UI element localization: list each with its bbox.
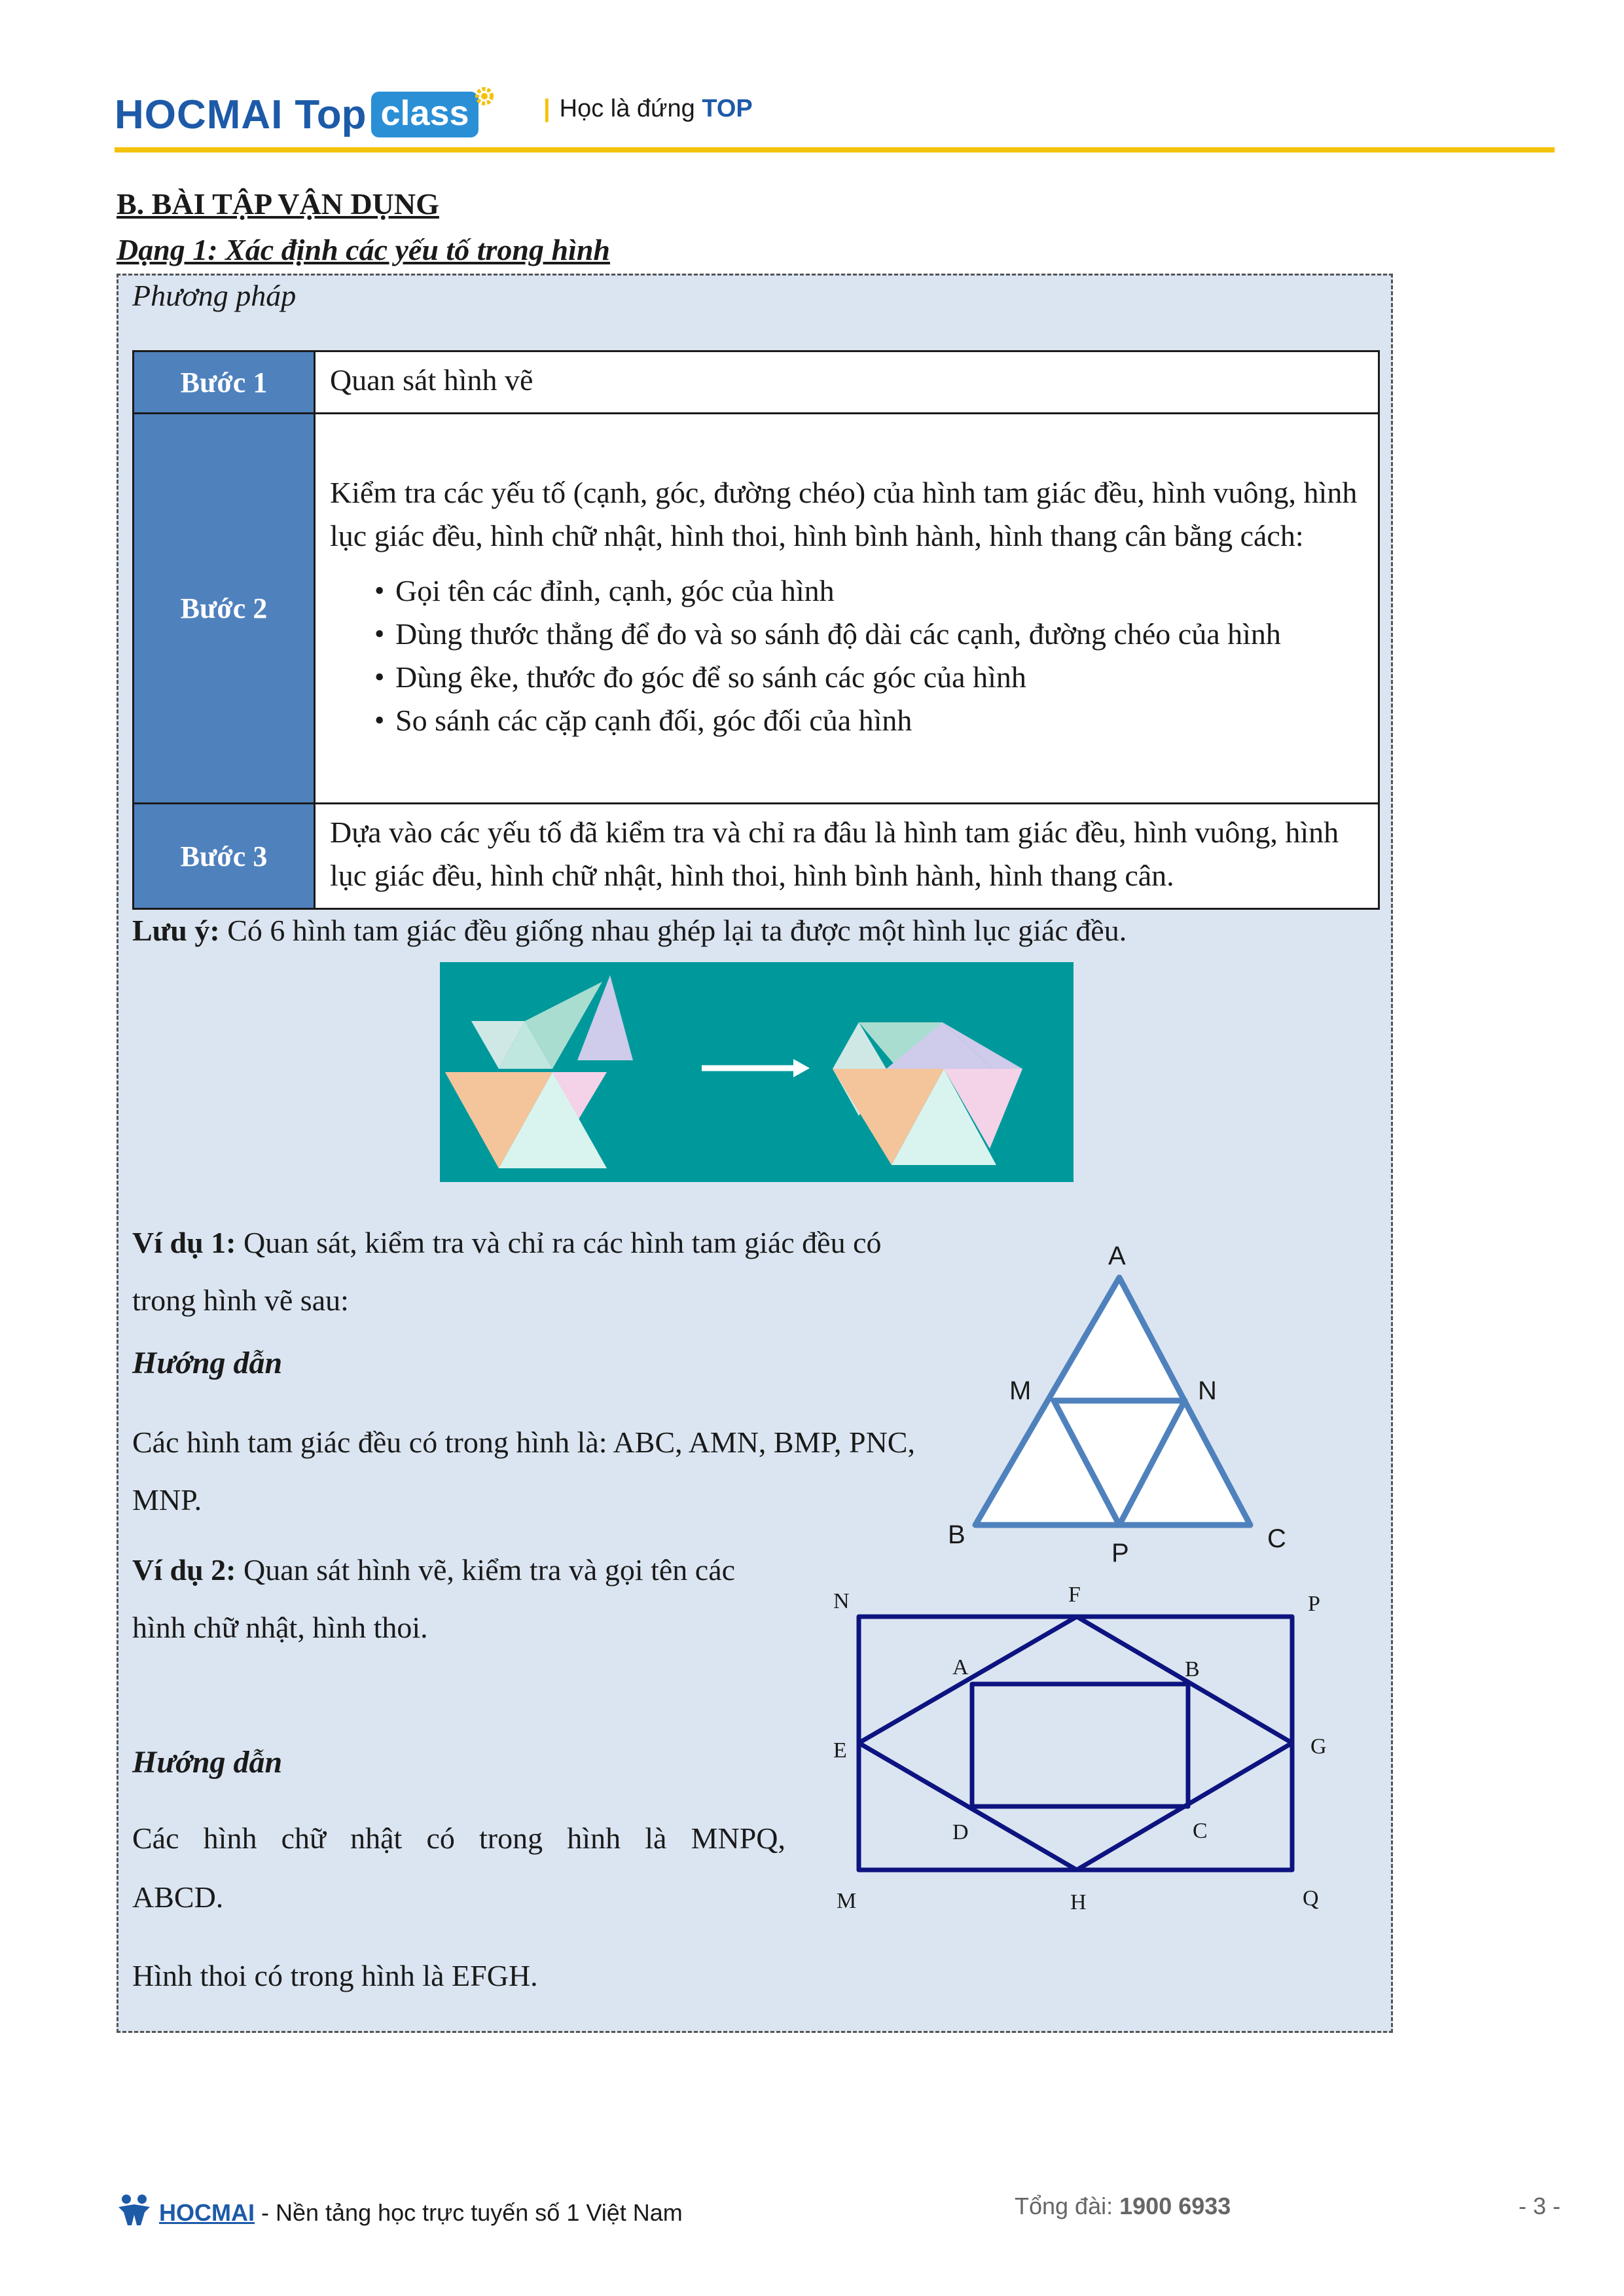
section-title: B. BÀI TẬP VẬN DỤNG (117, 187, 439, 221)
vertex-label-q: Q (1303, 1886, 1319, 1910)
vertex-label-a: A (952, 1655, 969, 1679)
logo-top-text: Top (295, 92, 367, 137)
hotline-number: 1900 6933 (1119, 2193, 1231, 2219)
example2-guide: Hướng dẫn (132, 1745, 283, 1780)
logo-hocmai-text: HOCMAI (115, 92, 283, 137)
example1-text: Quan sát, kiểm tra và chỉ ra các hình tam giác đều có trong hình vẽ sau: (132, 1226, 882, 1317)
page-number: - 3 - (1519, 2193, 1561, 2219)
vertex-label-c: C (1193, 1819, 1208, 1843)
step-label: Bước 3 (134, 804, 315, 909)
step-bullets (330, 569, 1363, 742)
vertex-label-p: P (1308, 1592, 1320, 1616)
note-label: Lưu ý: (132, 914, 220, 947)
hocmai-topclass-logo (115, 88, 496, 141)
example2-answer-rhombus: Hình thoi có trong hình là EFGH. (132, 1959, 538, 1992)
vertex-label-e: E (833, 1738, 847, 1763)
rectangle-abcd (972, 1684, 1188, 1806)
footer-brand-link[interactable]: HOCMAI (159, 2199, 255, 2226)
list-item: • Dùng thước thẳng để đo và so sánh độ dài các cạnh, đường chéo của hình (330, 613, 1363, 656)
vertex-label-m: M (837, 1889, 857, 1913)
vertex-label-h: H (1070, 1890, 1087, 1914)
list-item: • Gọi tên các đỉnh, cạnh, góc của hình (330, 569, 1363, 613)
footer-tagline: - Nền tảng học trực tuyến số 1 Việt Nam (261, 2199, 683, 2226)
rhombus-efgh (859, 1617, 1292, 1870)
step-text: Dựa vào các yếu tố đã kiểm tra và chỉ ra đâu là hình tam giác đều, hình vuông, hình lục giác đều, hình chữ nhật, hình thoi, hình bình hành, hình thang cân. (315, 804, 1379, 909)
steps-table (132, 350, 1380, 910)
hocmai-people-icon (115, 2193, 154, 2227)
step-label: Bước 1 (134, 351, 315, 414)
step-text: Quan sát hình vẽ (315, 351, 1379, 414)
rectangle-mnpq (859, 1617, 1292, 1870)
vertex-label-g: G (1310, 1734, 1327, 1759)
example2-label: Ví dụ 2: (132, 1553, 236, 1587)
step-row (134, 804, 1379, 909)
step-text: Kiểm tra các yếu tố (cạnh, góc, đường chéo) của hình tam giác đều, hình vuông, hình lục giác đều, hình chữ nhật, hình thoi, hình bình hành, hình thang cân bằng cách: (330, 475, 1358, 552)
note-text: Có 6 hình tam giác đều giống nhau ghép lại ta được một hình lục giác đều. (227, 914, 1127, 947)
example2-question (132, 1541, 787, 1657)
example2-answer-rect: Các hình chữ nhật có trong hình là MNPQ, (132, 1821, 785, 1855)
vertex-label-p: P (1111, 1539, 1129, 1564)
example2-text: Quan sát hình vẽ, kiểm tra và gọi tên các hình chữ nhật, hình thoi. (132, 1553, 736, 1644)
list-item: • Dùng êke, thước đo góc để so sánh các góc của hình (330, 656, 1363, 699)
example2-answer-rect-cont: ABCD. (132, 1880, 224, 1914)
method-label: Phương pháp (132, 279, 297, 312)
logo-class-badge: class (371, 92, 478, 137)
example1-question (132, 1214, 905, 1329)
example1-label: Ví dụ 1: (132, 1226, 236, 1259)
example1-guide: Hướng dẫn (132, 1346, 283, 1380)
vertex-label-a: A (1108, 1242, 1126, 1270)
slogan-top: TOP (702, 95, 753, 122)
hexagon-illustration (440, 962, 1074, 1182)
hotline-label: Tổng đài: (1015, 2193, 1113, 2219)
step-row (134, 351, 1379, 414)
vertex-label-n: N (1198, 1376, 1217, 1405)
vertex-label-n: N (833, 1589, 850, 1613)
footer-hotline (1015, 2193, 1231, 2220)
vertex-label-f: F (1068, 1583, 1081, 1607)
note (132, 913, 1127, 948)
step-label: Bước 2 (134, 414, 315, 804)
vertex-label-d: D (952, 1820, 969, 1844)
vertex-label-c: C (1267, 1524, 1286, 1553)
list-item: • So sánh các cặp cạnh đối, góc đối của hình (330, 699, 1363, 742)
rectangle-rhombus-figure (812, 1568, 1355, 1928)
vertex-label-b: B (948, 1520, 965, 1549)
section-subtitle: Dạng 1: Xác định các yếu tố trong hình (117, 233, 610, 266)
slogan-text: Học là đứng (559, 95, 695, 122)
triangle-figure (943, 1237, 1309, 1564)
example1-answer: Các hình tam giác đều có trong hình là: ABC, AMN, BMP, PNC, MNP. (132, 1426, 915, 1516)
step-body (315, 414, 1379, 804)
vertex-label-b: B (1185, 1657, 1200, 1681)
header-divider (115, 147, 1555, 152)
vertex-label-m: M (1009, 1376, 1032, 1405)
header-slogan: | Học là đứng TOP (543, 95, 753, 122)
step-row (134, 414, 1379, 804)
footer-left (115, 2193, 683, 2227)
gear-icon (473, 85, 496, 107)
